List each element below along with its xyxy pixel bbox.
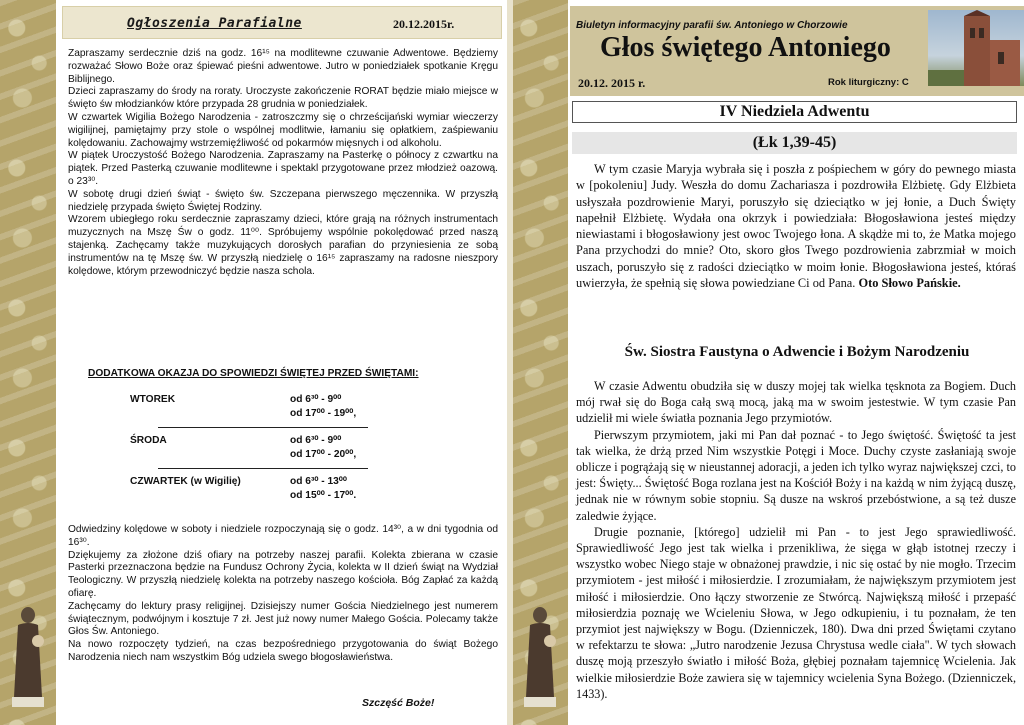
confession-time: od 6³⁰ - 13⁰⁰ <box>290 476 347 487</box>
divider-line <box>158 468 368 469</box>
confession-time: od 17⁰⁰ - 20⁰⁰, <box>290 449 357 460</box>
confession-time: od 6³⁰ - 9⁰⁰ <box>290 394 342 405</box>
bulletin-title: Głos świętego Antoniego <box>600 32 891 63</box>
confession-day: CZWARTEK (w Wigilię) <box>130 476 241 487</box>
announcement: W piątek Uroczystość Bożego Narodzenia. Zapraszamy na Pasterkę o północy z czwartku na piątek. Przed Pasterką czuwanie modlitewne i spektakl przygotowane przez młodzież oazową. o 23³⁰. <box>68 150 498 187</box>
confession-day: WTOREK <box>130 394 176 405</box>
table-row <box>130 476 450 490</box>
announcement: W czwartek Wigilia Bożego Narodzenia - zatroszczmy się o chrześcijański wymiar wieczerzy wigilijnej, pamiętajmy przy stole o wspólnej modlitwie, łamaniu się opłatkiem, zaśpiewaniu kolędowaniu. Zachowajmy wstrzemięźliwość od pokarmów mięsnych i od alkoholu. <box>68 111 498 149</box>
confession-time: od 15⁰⁰ - 17⁰⁰. <box>290 490 357 501</box>
liturgical-year: Rok liturgiczny: C <box>828 77 909 88</box>
confession-time: od 6³⁰ - 9⁰⁰ <box>290 435 342 446</box>
announcement: Dzieci zapraszamy do środy na roraty. Uroczyste zakończenie RORAT będzie miało miejsce w święto św młodzianków które przypada 28 grudnia w poniedziałek. <box>68 86 498 111</box>
gospel-text: W tym czasie Maryja wybrała się i poszła z pośpiechem w góry do pewnego miasta w [pokoleniu] Judy. Weszła do domu Zachariasza i pozdrowiła Elżbietę. Gdy Elżbieta usłyszała pozdrowienie Maryi, poruszyło się dzieciątko w jej łonie, a Duch Święty napełnił Elżbietę. Wydała ona okrzyk i powiedziała: Błogosławiona jesteś między niewiastami i błogosławiony jest owoc Twojego łona. A skądże mi to, że Matka mojego Pana przychodzi do mnie? Oto, skoro głos Twego pozdrowienia zabrzmiał w moich uszach, poruszyło się z radości dzieciątko w moim łonie. Błogosławiona jesteś, któraś uwierzyła, że spełnią się słowa powiedziane Ci od Pana. <box>576 162 1016 291</box>
gospel-reference: (Łk 1,39-45) <box>572 132 1017 154</box>
confession-time: od 17⁰⁰ - 19⁰⁰, <box>290 408 357 419</box>
article-title: Św. Siostra Faustyna o Adwencie i Bożym Narodzeniu <box>624 344 970 360</box>
left-decorative-strip <box>0 0 56 725</box>
more-announcements <box>68 524 498 665</box>
saint-statue-icon <box>520 601 560 711</box>
announcement: Wzorem ubiegłego roku serdecznie zapraszamy dzieci, które grają na różnych instrumentach muzycznych na Mszę Św o godz. 11⁰⁰. Spróbujemy wspólnie pokolędować przed naszą stajenką. Zachęcamy także muzykujących dorosłych parafian do przyniesienia ze sobą instrumentów na tę Mszę św. W przyszłą niedzielę o 16¹⁵ zapraszamy na radosne nieszpory kolędowe, którym przewodniczyć będzie nasza schola. <box>68 214 498 277</box>
article-paragraph: W czasie Adwentu obudziła się w duszy mojej tak wielka tęsknota za Bogiem. Duch mój rwał się do Boga całą swą mocą, jaką ma w swoim jestestwie. W tym czasie Pan udzielił mi wiele światła poznania Jego przymiotów. <box>576 379 1016 426</box>
closing-greeting: Szczęść Boże! <box>362 697 435 709</box>
announcement: W sobotę drugi dzień świąt - święto św. Szczepana pierwszego męczennika. W przyszłą niedzielę przypada święto Świętej Rodziny. <box>68 188 498 213</box>
table-row <box>130 449 450 463</box>
church-tower-icon <box>928 10 1024 86</box>
article-paragraph: Pierwszym przymiotem, jaki mi Pan dał poznać - to Jego świętość. Świętość ta jest tak wielka, że drżą przed Nim wszystkie Potęgi i Moce. Duchy czyste zasłaniają swoje oblicze i pogrążają się w nieustannej adoracji, a jeden ich tylko wyraz największej czci, to jest: Święty... Świętość Boga rozlana jest na Kościół Boży i na każdą w nim żyjącą duszę, jednak nie w równym sobie stopniu. Są dusze na wskroś przebóstwione, a są też dusze zaledwie żyjące. <box>576 427 1016 523</box>
gospel-ending: Oto Słowo Pańskie. <box>858 276 961 291</box>
confession-heading: DODATKOWA OKAZJA DO SPOWIEDZI ŚWIĘTEJ PRZED ŚWIĘTAMI: <box>88 368 419 379</box>
page-divider <box>507 0 513 725</box>
saint-statue-icon <box>8 601 48 711</box>
announcement: Na nowo rozpoczęty tydzień, na czas bezpośredniego przygotowania do świąt Bożego Narodzenia niech nam wszystkim Bóg udziela swego błogosławieństwa. <box>68 639 498 663</box>
announcements-list <box>68 48 498 278</box>
announcement: Odwiedziny kolędowe w soboty i niedziele rozpoczynają się o godz. 14³⁰, a w dni tygodnia od 16³⁰. <box>68 524 498 548</box>
right-decorative-strip <box>512 0 568 725</box>
confession-day: ŚRODA <box>130 435 167 446</box>
divider-line <box>158 427 368 428</box>
announcement: Zachęcamy do lektury prasy religijnej. Dzisiejszy numer Gościa Niedzielnego jest numerem świątecznym, podwójnym i kosztuje 7 zł. Jest już nowy numer Małego Gościa. Polecamy także Głos Św. Antoniego. <box>68 600 498 638</box>
article-paragraph: Drugie poznanie, [którego] udzielił mi Pan - to jest Jego sprawiedliwość. Sprawiedliwość Jego jest tak wielka i przenikliwa, że sięga w głąb istotnej rzeczy i wszystko wobec Niego staje w obnażonej prawdzie, i nic się ostać by nie mogło. Trzecim przymiotem - jest miłość i miłosierdzie. I zrozumiałam, że największym przymiotem jest miłość i miłosierdzie. Ono łączy stworzenie ze Stwórcą. Największą miłość i przepaść miłosierdzia poznaję we Wcieleniu Słowa, w Jego odkupieniu, i tu poznałam, że ten przymiot jest największy w Bogu. (Dzienniczek, 180). Dwa dni przed Świętami czytano w refektarzu te słowa: „Jutro narodzenie Jezusa Chrystusa wedle ciała". W tych słowach duszę moją przeszyło światło i miłość Boża, głębiej poznałam tajemnicę Wcielenia. Jak wielkie miłosierdzie Boże zawiera się w tajemnicy wcielenia Syna Bożego. (Dzienniczek, 1433). <box>576 524 1016 701</box>
table-row <box>130 394 450 408</box>
bulletin-date: 20.12. 2015 r. <box>578 76 646 90</box>
announcements-title: Ogłoszenia Parafialne <box>127 16 302 31</box>
masthead <box>570 6 1024 96</box>
announcements-header <box>62 6 502 39</box>
announcements-date: 20.12.2015r. <box>393 17 455 31</box>
bulletin-subtitle: Biuletyn informacyjny parafii św. Antoniego w Chorzowie <box>576 20 848 31</box>
announcements-page <box>62 6 502 721</box>
announcement: Dziękujemy za złożone dziś ofiary na potrzeby naszej parafii. Kolekta zbierana w czasie Pasterki przeznaczona będzie na Fundusz Ochrony Życia, kolekta w II dzień świąt na Wydział Teologiczny. W przyszłą niedzielę kolekta na potrzeby naszego kościoła. Bóg Zapłać za każdą ofiarę. <box>68 549 498 599</box>
table-row <box>130 408 450 422</box>
church-photo <box>928 10 1024 86</box>
table-row <box>130 435 450 449</box>
sunday-heading: IV Niedziela Adwentu <box>572 101 1017 123</box>
gospel-reading <box>576 161 1016 291</box>
article-body <box>576 378 1016 702</box>
announcement: Zapraszamy serdecznie dziś na godz. 16¹⁵ na modlitewne czuwanie Adwentowe. Będziemy rozważać Słowo Boże oraz śpiewać pieśni adwentowe. Jutro w poniedziałek spotkanie Kręgu Biblijnego. <box>68 48 498 85</box>
table-row <box>130 490 450 504</box>
confession-schedule <box>68 368 498 501</box>
bulletin-page <box>570 6 1024 721</box>
